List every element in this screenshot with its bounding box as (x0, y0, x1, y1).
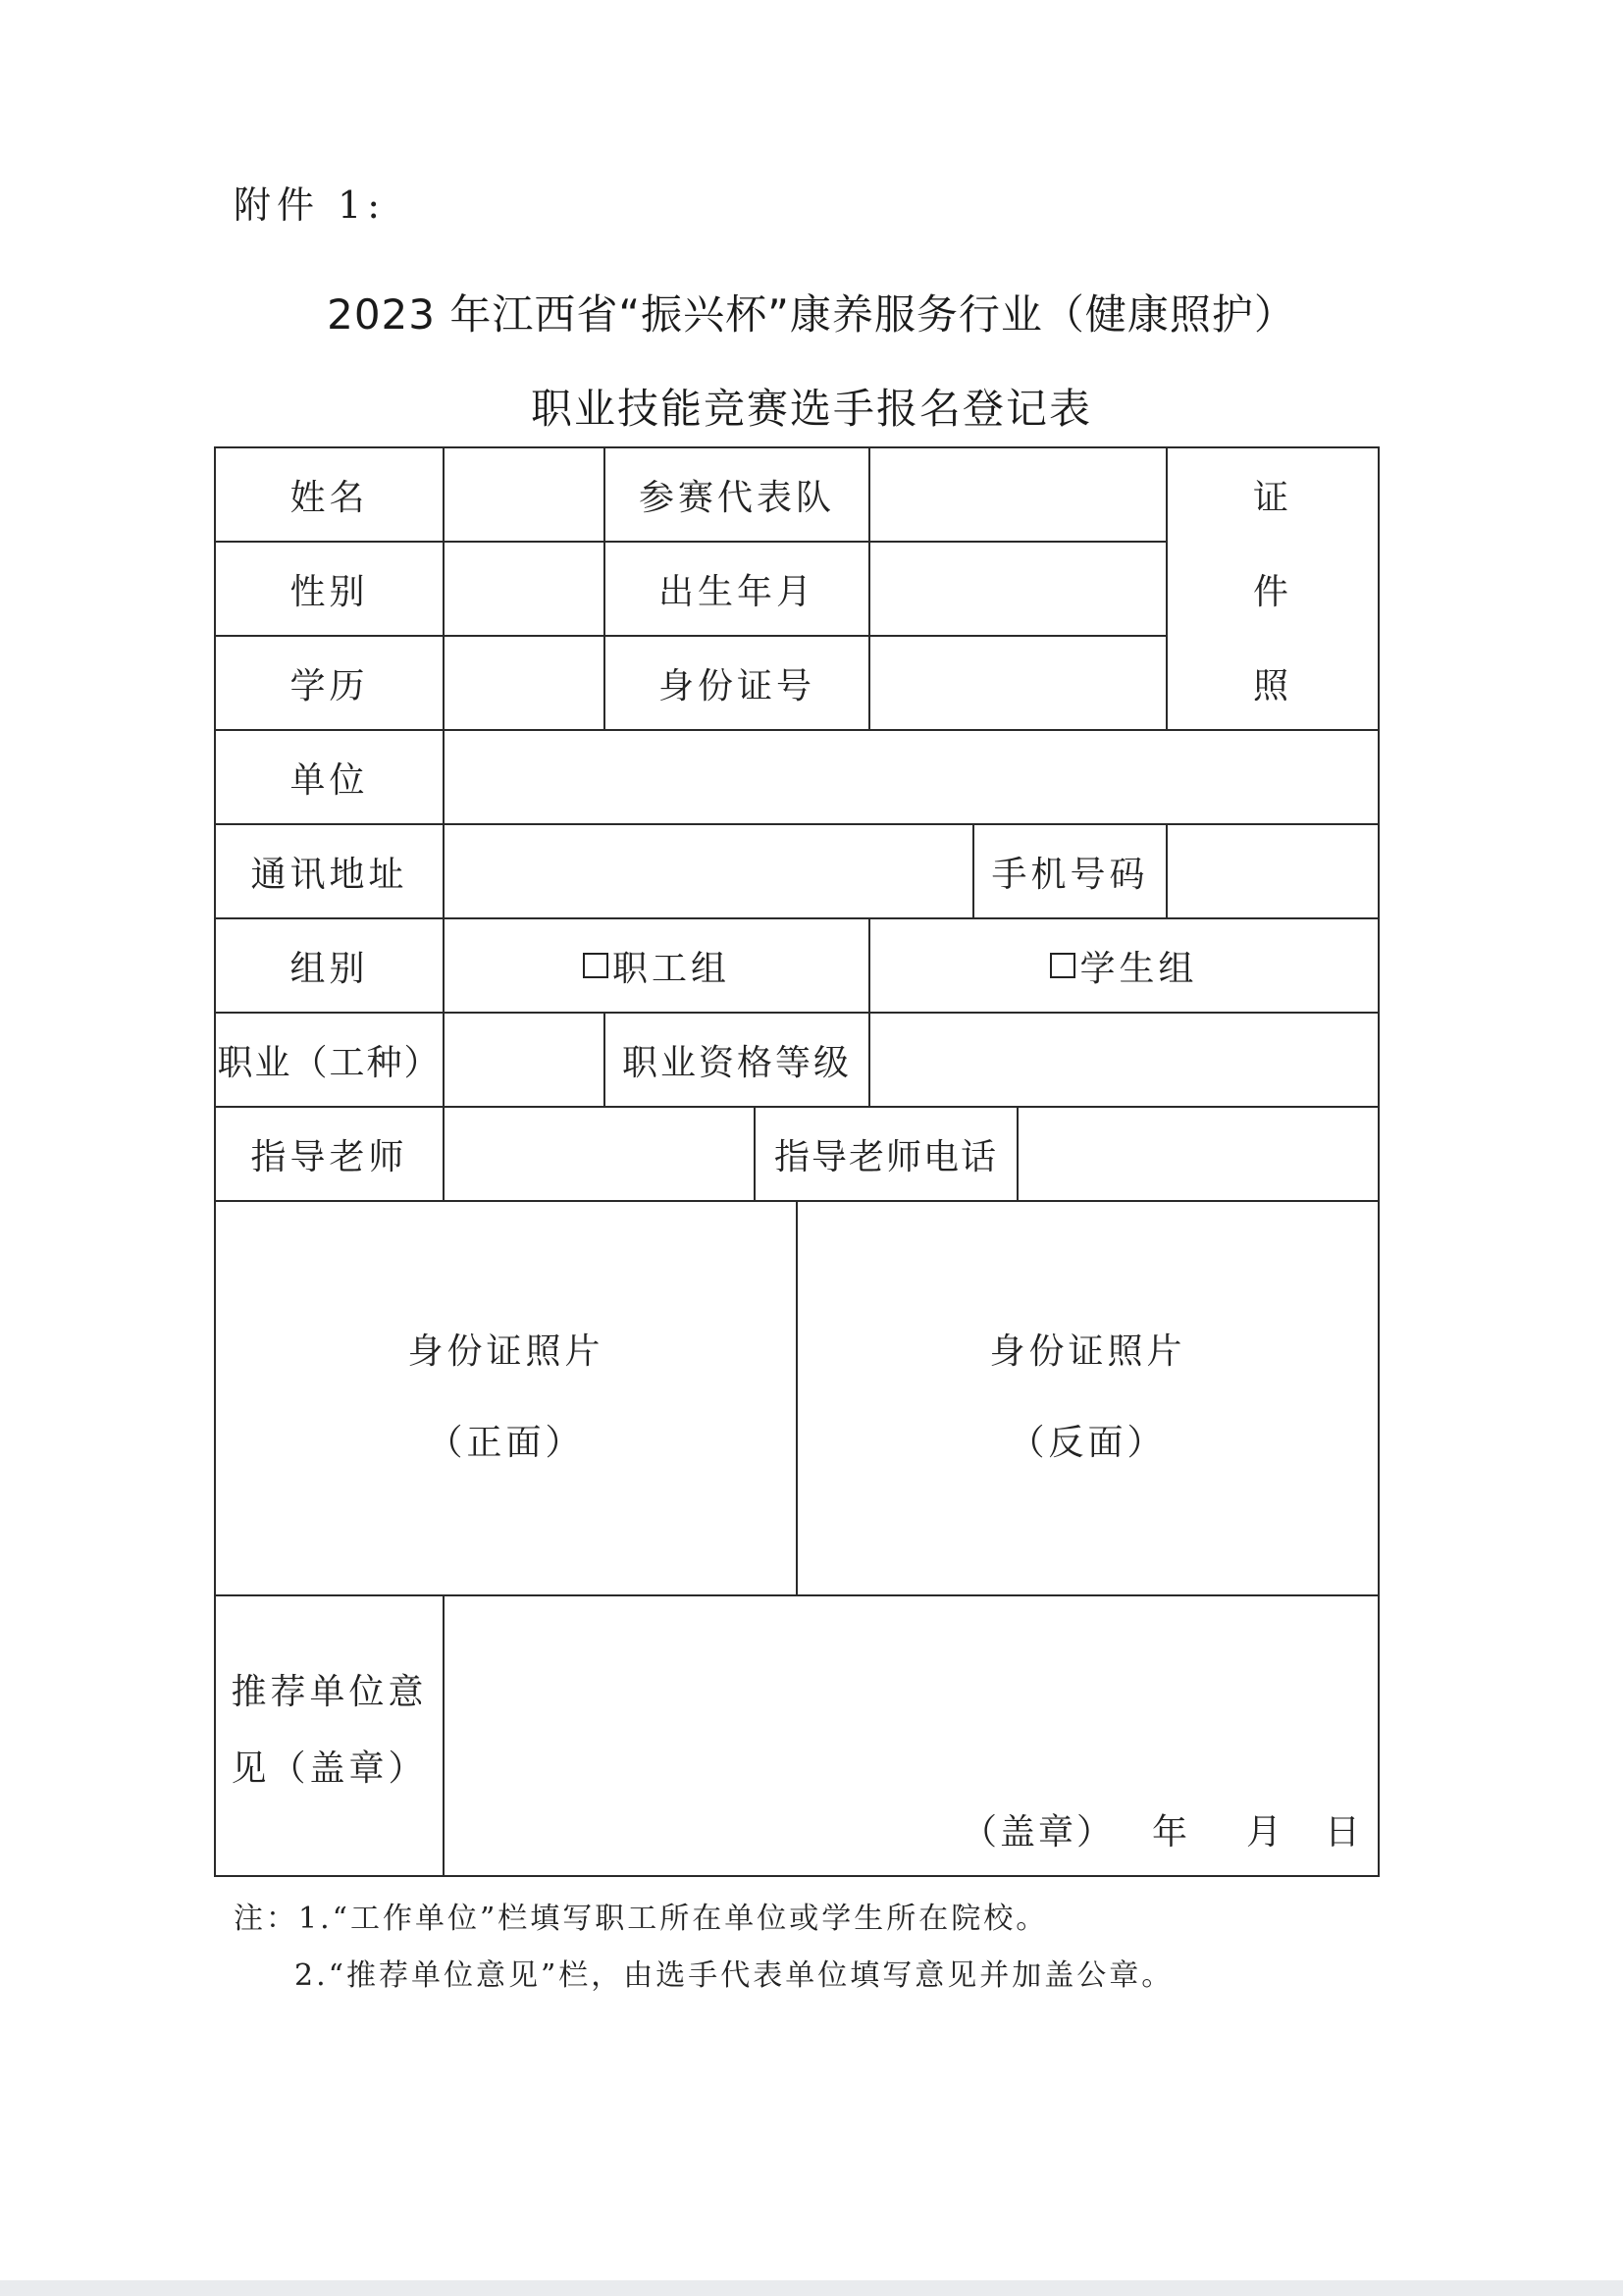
date-year-label: 年 (1152, 1812, 1192, 1852)
group-option-student[interactable] (870, 919, 1378, 1012)
teacher-field[interactable] (445, 1108, 754, 1200)
group-option-student-label: 学生组 (1079, 948, 1198, 989)
team-label: 参赛代表队 (638, 477, 835, 518)
form-title-line-1: 2023 年江西省“振兴杯”康养服务行业（健康照护） (327, 290, 1296, 339)
table-border-bottom (214, 1875, 1380, 1877)
attachment-label: 附件 1: (234, 183, 387, 227)
photo-label-char: 照 (1252, 665, 1292, 706)
gender-label: 性别 (289, 571, 369, 612)
id-back-subtitle: （反面） (1009, 1423, 1167, 1463)
education-label: 学历 (289, 665, 369, 706)
note-line-2: 2.“推荐单位意见”栏，由选手代表单位填写意见并加盖公章。 (294, 1958, 1175, 1993)
form-title-line-2: 职业技能竞赛选手报名登记表 (530, 385, 1092, 433)
address-field[interactable] (445, 825, 972, 917)
teacher-phone-field[interactable] (1019, 1108, 1378, 1200)
photo-label-char: 件 (1252, 571, 1292, 612)
education-field[interactable] (445, 637, 603, 729)
recommend-opinion-field[interactable] (445, 1596, 1378, 1875)
date-day-label: 日 (1325, 1812, 1365, 1852)
group-option-staff[interactable] (445, 919, 868, 1012)
id-front-title: 身份证照片 (407, 1331, 604, 1372)
group-label: 组别 (289, 948, 369, 989)
group-option-staff-label: 职工组 (611, 948, 730, 989)
recommend-label-line-2: 见（盖章） (231, 1748, 428, 1789)
note-line-1: 注：1.“工作单位”栏填写职工所在单位或学生所在院校。 (234, 1902, 1049, 1936)
checkbox-icon[interactable] (1050, 953, 1075, 978)
phone-field[interactable] (1168, 825, 1378, 917)
recommend-label-line-1: 推荐单位意 (231, 1672, 428, 1712)
qualification-field[interactable] (870, 1014, 1378, 1106)
birth-field[interactable] (870, 543, 1166, 635)
id-back-title: 身份证照片 (989, 1331, 1186, 1372)
unit-field[interactable] (445, 731, 1378, 823)
id-number-field[interactable] (870, 637, 1166, 729)
teacher-label: 指导老师 (250, 1136, 408, 1177)
id-back-upload[interactable] (798, 1202, 1378, 1594)
id-front-subtitle: （正面） (427, 1423, 585, 1463)
registration-form-table (214, 446, 1380, 1877)
address-label: 通讯地址 (250, 854, 408, 895)
table-border-right (1378, 446, 1380, 1877)
team-field[interactable] (870, 448, 1166, 541)
qualification-label: 职业资格等级 (621, 1042, 852, 1083)
photo-label-char: 证 (1252, 477, 1292, 518)
occupation-field[interactable] (445, 1014, 603, 1106)
unit-label: 单位 (289, 759, 369, 801)
occupation-label: 职业（工种） (217, 1042, 442, 1083)
phone-label: 手机号码 (991, 854, 1149, 895)
date-month-label: 月 (1246, 1812, 1286, 1852)
teacher-phone-label: 指导老师电话 (773, 1136, 998, 1177)
gender-field[interactable] (445, 543, 603, 635)
id-front-upload[interactable] (216, 1202, 796, 1594)
birth-label: 出生年月 (657, 571, 815, 612)
name-field[interactable] (445, 448, 603, 541)
stamp-label: （盖章） (961, 1812, 1115, 1852)
name-label: 姓名 (289, 477, 369, 518)
id-number-label: 身份证号 (657, 665, 815, 706)
page-bottom-edge (0, 2280, 1623, 2296)
checkbox-icon[interactable] (583, 953, 608, 978)
